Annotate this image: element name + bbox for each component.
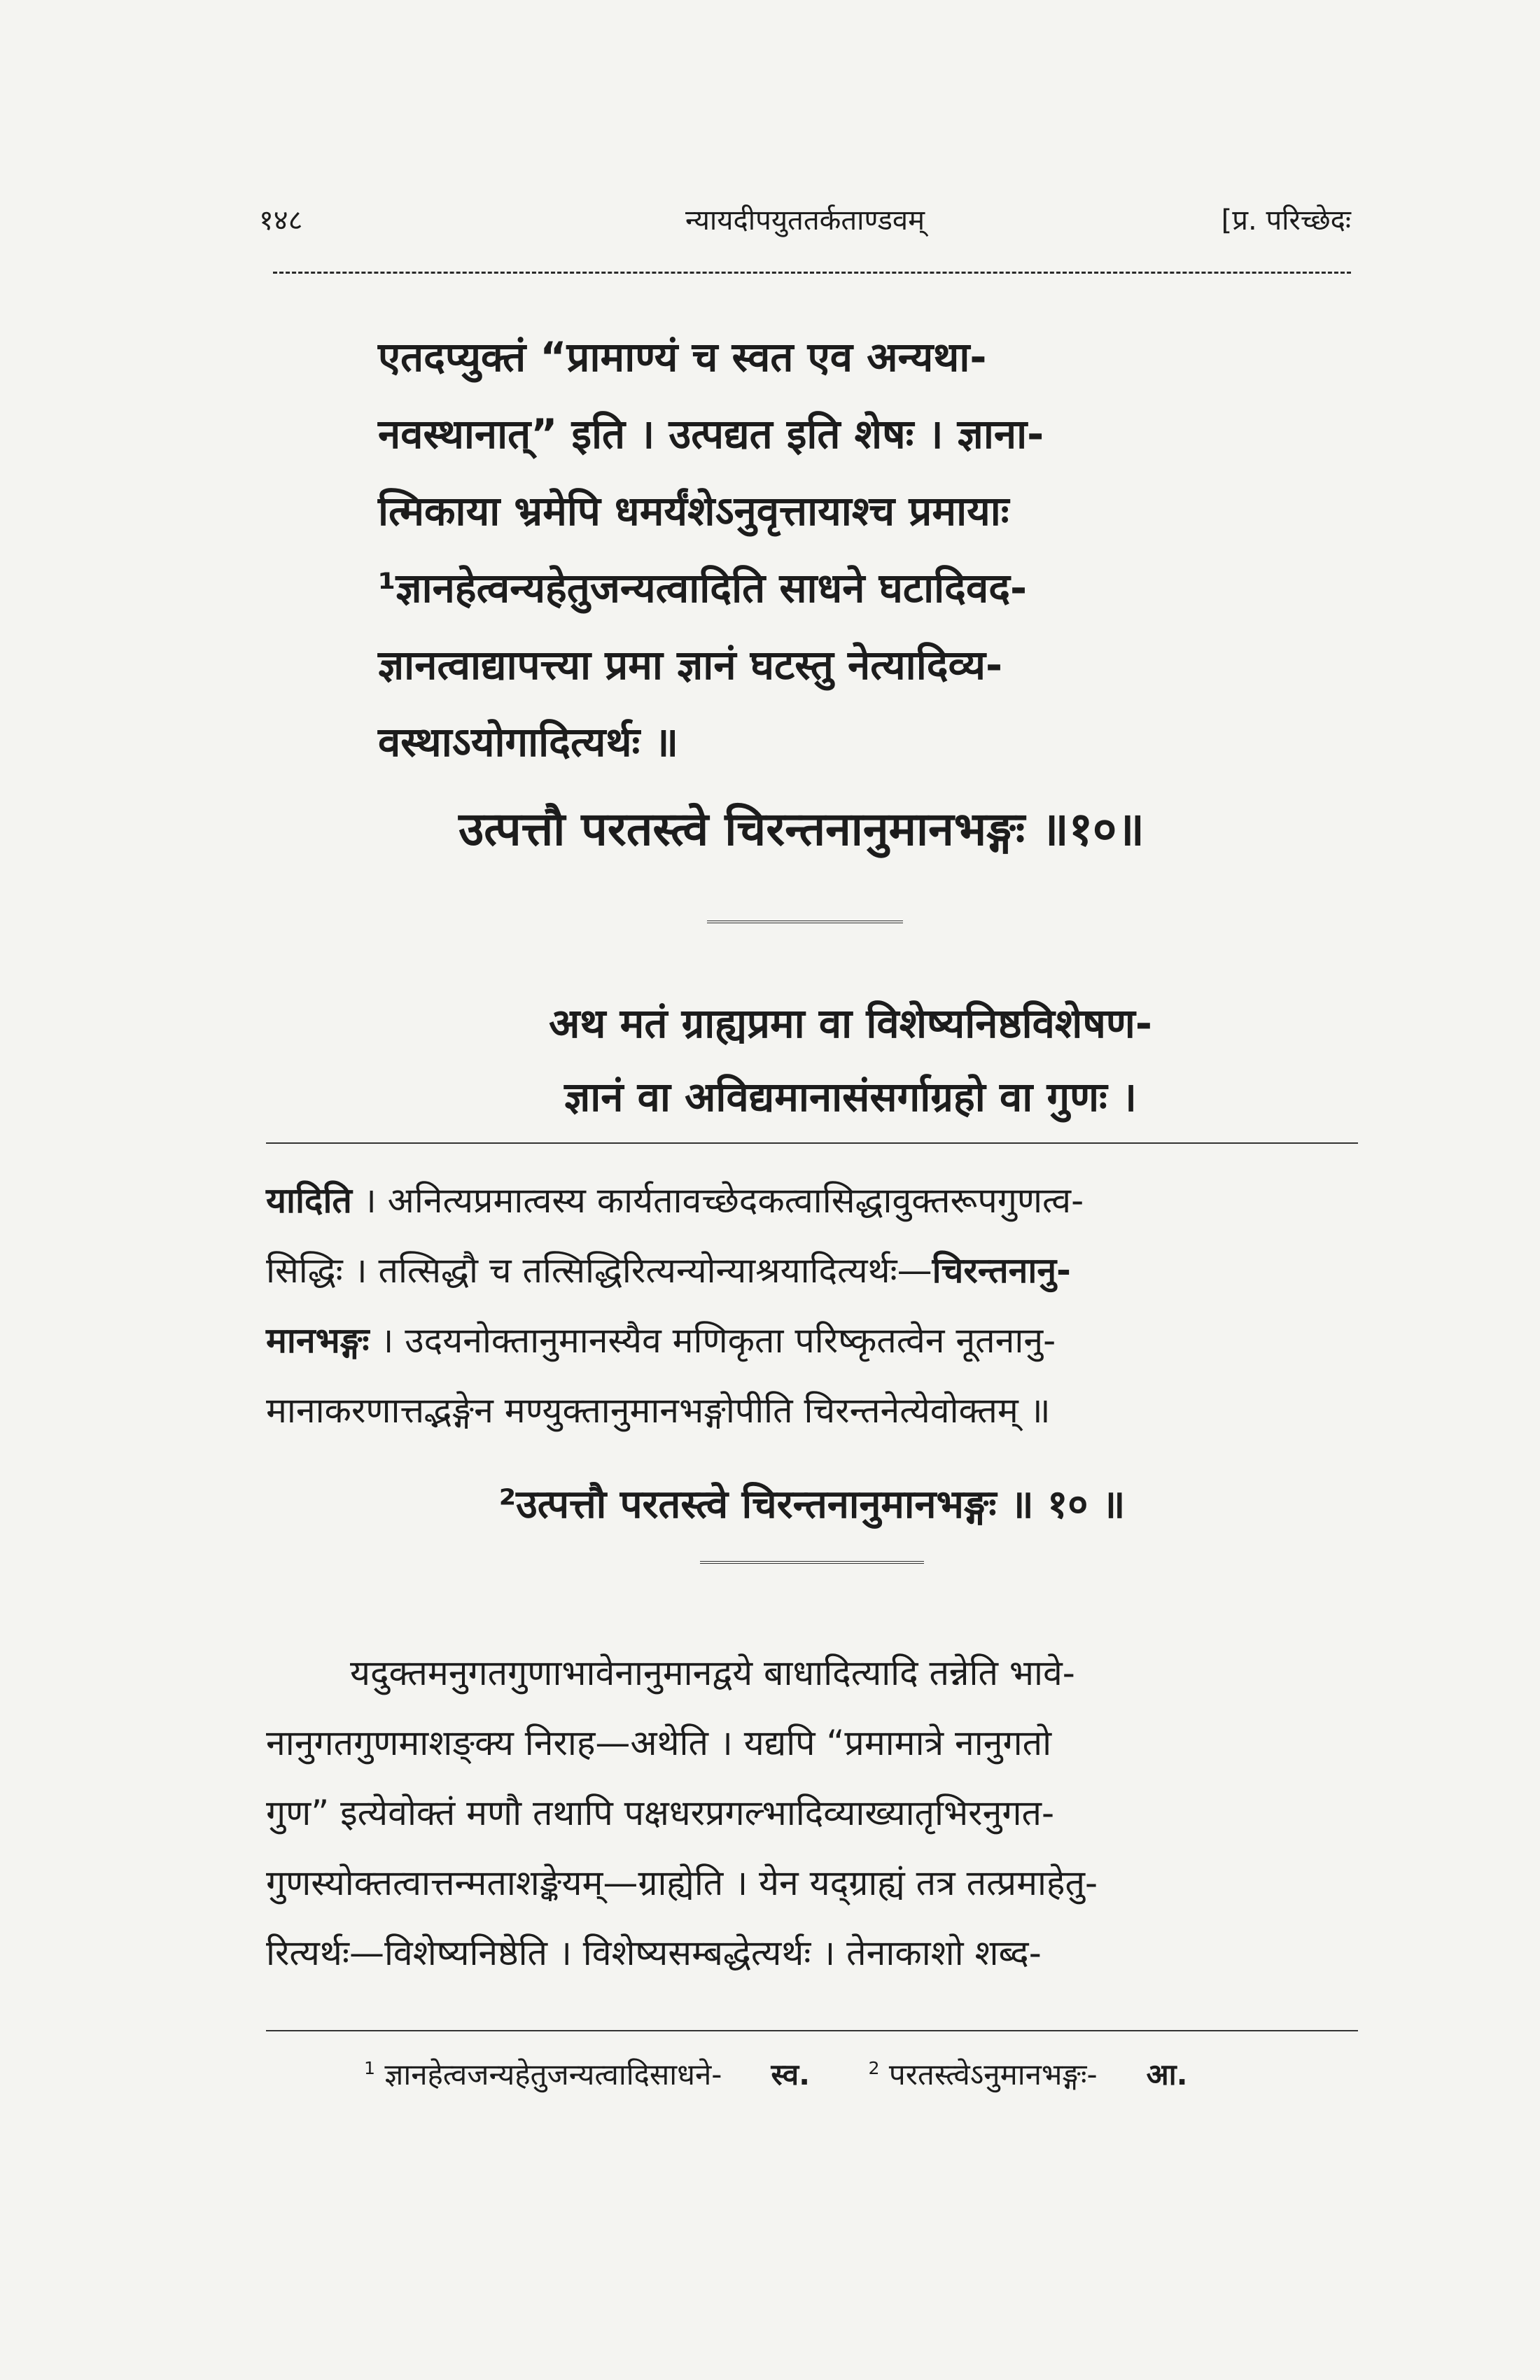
commentary-line: नानुगतगुणमाशङ्क्य निराह—अथेति । यद्यपि “प्रमामात्रे नानुगतो (266, 1723, 1052, 1763)
mula-line: अथ मतं ग्राह्यप्रमा वा विशेष्यनिष्ठविशेषण- (549, 1000, 1152, 1047)
section-label: [प्र. परिच्छेदः (1221, 204, 1351, 237)
ornament-rule (700, 1561, 924, 1564)
lemma: यादिति (266, 1180, 352, 1221)
section-heading-2: ²उत्पत्तौ परतस्त्वे चिरन्तनानुमानभङ्गः ॥ १० ॥ (498, 1482, 1126, 1527)
footnote-divider (266, 2030, 1358, 2031)
commentary-line: सिद्धिः । तत्सिद्धौ च तत्सिद्धिरित्यन्योन्याश्रयादित्यर्थः—चिरन्तनानु- (266, 1250, 1071, 1291)
mula-line: ¹ज्ञानहेत्वन्यहेतुजन्यत्वादिति साधने घटादिवद- (378, 564, 1028, 612)
mula-line: ज्ञानत्वाद्यापत्त्या प्रमा ज्ञानं घटस्तु नेत्यादिव्य- (378, 641, 1003, 689)
footnotes (364, 2047, 1344, 2096)
commentary-2 (266, 1638, 1358, 1988)
lemma: मानभङ्गः (266, 1320, 370, 1361)
running-header (259, 200, 1351, 248)
mula-line: त्मिकाया भ्रमेपि धमर्यंशेऽनुवृत्तायाश्च प्रमायाः (378, 487, 1009, 535)
mula-text-2 (448, 987, 1253, 1134)
footnote-2: $^2$ परतस्त्वेऽनुमानभङ्गः- आ. (868, 2057, 1188, 2092)
commentary-line: गुणस्योक्तत्वात्तन्मताशङ्केयम्—ग्राह्येति । येन यद्ग्राह्यं तत्र तत्प्रमाहेतु- (266, 1863, 1098, 1903)
mula-text-1 (378, 318, 1253, 780)
ornament-rule (707, 920, 903, 923)
commentary-line: रित्यर्थः—विशेष्यनिष्ठेति । विशेष्यसम्बद्धेत्यर्थः । तेनाकाशो शब्द- (266, 1933, 1042, 1973)
footnote-1: $^1$ ज्ञानहेत्वजन्यहेतुजन्यत्वादिसाधने- स्व. (364, 2057, 811, 2092)
mula-line: वस्थाऽयोगादित्यर्थः ॥ (378, 718, 679, 766)
commentary-divider (266, 1142, 1358, 1144)
commentary-line: गुण” इत्येवोक्तं मणौ तथापि पक्षधरप्रगल्भादिव्याख्यातृभिरनुगत- (266, 1793, 1055, 1833)
commentary-line: यदुक्तमनुगतगुणाभावेनानुमानद्वये बाधादित्यादि तन्नेति भावे- (350, 1653, 1075, 1693)
commentary-line: मानभङ्गः । उदयनोक्तानुमानस्यैव मणिकृता परिष्कृतत्वेन नूतनानु- (266, 1320, 1056, 1361)
mula-line: एतदप्युक्तं “प्रामाण्यं च स्वत एव अन्यथा- (378, 333, 987, 381)
section-heading-1: उत्पत्तौ परतस्त्वे चिरन्तनानुमानभङ्गः ॥१०॥ (458, 802, 1144, 856)
page-number: १४८ (259, 204, 303, 237)
header-rule (273, 272, 1351, 278)
lemma: चिरन्तनानु- (932, 1250, 1071, 1291)
commentary-line: यादिति । अनित्यप्रमात्वस्य कार्यतावच्छेदकत्वासिद्धावुक्तरूपगुणत्व- (266, 1180, 1084, 1221)
commentary-1 (266, 1166, 1358, 1446)
mula-line: ज्ञानं वा अविद्यमानासंसर्गाग्रहो वा गुणः । (564, 1073, 1137, 1121)
commentary-line: मानाकरणात्तद्भङ्गेन मण्युक्तानुमानभङ्गोपीति चिरन्तनेत्येवोक्तम् ॥ (266, 1390, 1051, 1431)
mula-line: नवस्थानात्” इति । उत्पद्यत इति शेषः । ज्ञाना- (378, 410, 1044, 458)
running-title: न्यायदीपयुततर्कताण्डवम् (685, 204, 925, 237)
